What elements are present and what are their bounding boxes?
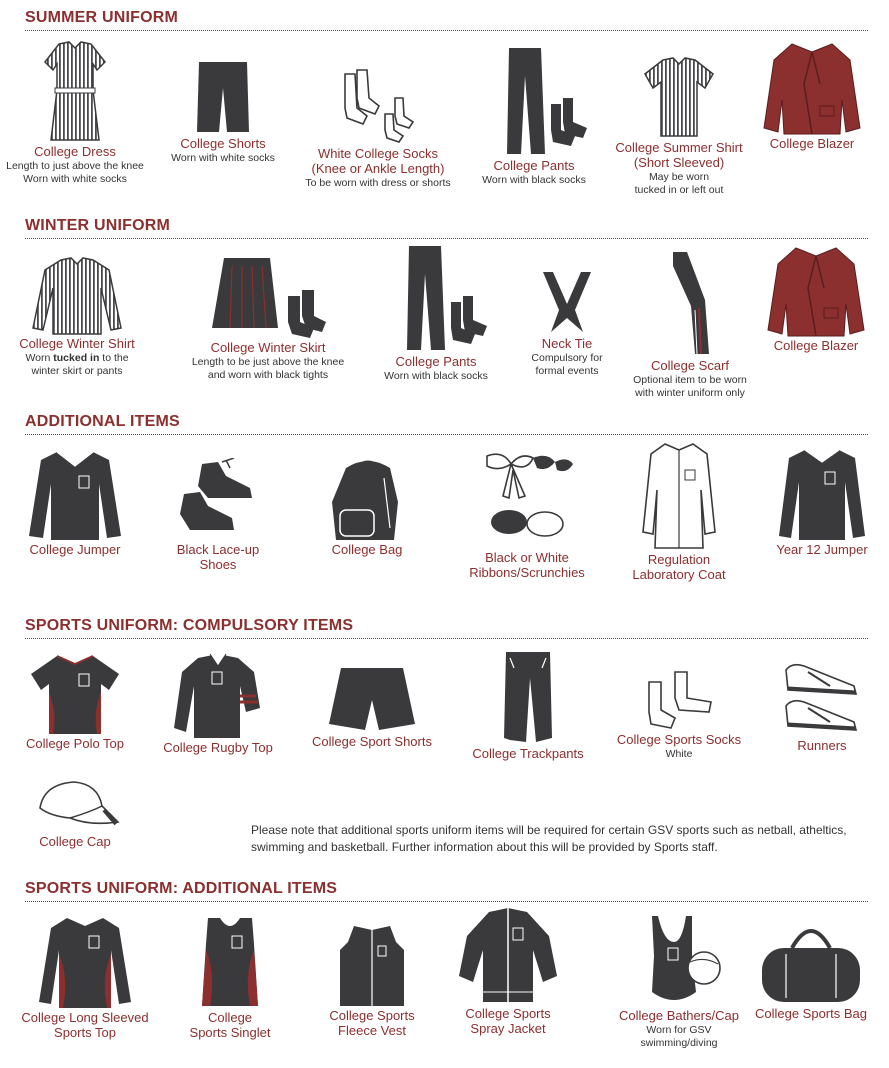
item-label: College Sport Shorts xyxy=(312,734,432,749)
item-label: College Cap xyxy=(39,834,111,849)
item-label: College Pants xyxy=(493,158,575,173)
item-label: College Blazer xyxy=(773,338,859,353)
item-runners xyxy=(747,658,889,753)
section-divider xyxy=(25,238,868,239)
item-note: May be worn tucked in or left out xyxy=(634,171,724,196)
long-sleeve-top-icon xyxy=(35,914,135,1010)
item-college-summer-shirt xyxy=(604,56,754,197)
item-college-sports-socks xyxy=(604,668,754,761)
item-label: College Sports Socks xyxy=(616,732,742,747)
item-label: College Sports Bag xyxy=(754,1006,867,1021)
section-title-summer: SUMMER UNIFORM xyxy=(25,9,179,26)
item-label: College Sports Fleece Vest xyxy=(329,1008,415,1038)
item-label: College Pants xyxy=(395,354,477,369)
item-ribbons-scrunchies xyxy=(452,450,602,580)
item-note: Worn for GSV swimming/diving xyxy=(640,1024,718,1049)
item-label: Neck Tie xyxy=(541,336,593,351)
section-title-additional: ADDITIONAL ITEMS xyxy=(25,413,180,430)
item-label: College Summer Shirt (Short Sleeved) xyxy=(615,140,743,170)
sports-socks-icon xyxy=(639,668,719,732)
cap-icon xyxy=(30,778,120,834)
shoes-icon xyxy=(178,458,258,542)
jumper-icon xyxy=(27,448,123,542)
item-college-shorts xyxy=(148,60,298,165)
item-note: Worn with black socks xyxy=(482,174,586,186)
section-divider xyxy=(25,30,868,31)
dress-icon xyxy=(35,40,115,144)
section-title-winter: WINTER UNIFORM xyxy=(25,217,171,234)
item-note: White xyxy=(665,748,693,760)
item-college-cap xyxy=(0,778,150,849)
runners-icon xyxy=(782,658,862,738)
item-label: College Scarf xyxy=(650,358,730,373)
item-college-polo-top xyxy=(0,652,150,751)
singlet-icon xyxy=(198,914,262,1010)
shorts-icon xyxy=(193,60,253,136)
lab-coat-icon xyxy=(641,440,717,552)
item-label: College Shorts xyxy=(180,136,266,151)
section-divider xyxy=(25,638,868,639)
section-divider xyxy=(25,901,868,902)
item-college-bag xyxy=(292,458,442,557)
item-label: College Trackpants xyxy=(472,746,584,761)
item-note: Worn with white socks xyxy=(171,152,275,164)
item-label: College Polo Top xyxy=(25,736,125,751)
backpack-icon xyxy=(322,458,412,542)
item-label: College Sports Spray Jacket xyxy=(465,1006,551,1036)
item-label: College Blazer xyxy=(769,136,855,151)
section-title-sports-compulsory: SPORTS UNIFORM: COMPULSORY ITEMS xyxy=(25,617,354,634)
item-note: Length to just above the knee Worn with white socks xyxy=(6,160,144,185)
item-college-dress xyxy=(0,40,150,186)
ribbon-icon xyxy=(477,450,577,550)
fleece-vest-icon xyxy=(332,922,412,1008)
item-college-pants xyxy=(459,46,609,187)
socks-icon xyxy=(333,68,423,146)
bathers-icon xyxy=(634,912,724,1008)
trackpants-icon xyxy=(498,648,558,746)
item-label: College Bathers/Cap xyxy=(619,1008,739,1023)
item-note: Length to be just above the knee and worn with black tights xyxy=(191,356,345,381)
item-label: College Winter Skirt xyxy=(210,340,326,355)
blazer-icon xyxy=(762,40,862,136)
item-label: White College Socks (Knee or Ankle Length) xyxy=(311,146,445,176)
spray-jacket-icon xyxy=(453,906,563,1006)
item-label: College Bag xyxy=(331,542,403,557)
item-white-college-socks xyxy=(303,68,453,190)
item-label: College Rugby Top xyxy=(163,740,273,755)
item-sports-bag xyxy=(736,918,886,1021)
item-note: To be worn with dress or shorts xyxy=(305,177,451,189)
item-sports-spray-jacket xyxy=(433,906,583,1036)
item-label: Regulation Laboratory Coat xyxy=(632,552,726,582)
item-college-trackpants xyxy=(453,648,603,761)
item-label: Year 12 Jumper xyxy=(776,542,868,557)
section-title-sports-additional: SPORTS UNIFORM: ADDITIONAL ITEMS xyxy=(25,880,338,897)
item-year-12-jumper xyxy=(747,446,889,557)
item-label: College Long Sleeved Sports Top xyxy=(21,1010,149,1040)
pants-icon xyxy=(479,46,589,158)
scarf-icon xyxy=(665,250,715,358)
item-college-blazer xyxy=(737,40,887,151)
item-laboratory-coat xyxy=(604,440,754,582)
item-college-sport-shorts xyxy=(297,664,447,749)
item-college-blazer-winter xyxy=(741,244,889,353)
item-college-rugby-top xyxy=(143,652,293,755)
item-label: College Sports Singlet xyxy=(189,1010,271,1040)
item-label: College Dress xyxy=(34,144,116,159)
skirt-icon xyxy=(208,256,328,340)
sports-bag-icon xyxy=(756,918,866,1006)
item-college-jumper xyxy=(0,448,150,557)
item-college-winter-skirt xyxy=(188,256,348,382)
item-sports-singlet xyxy=(155,914,305,1040)
item-label: College Jumper xyxy=(29,542,121,557)
item-label: College Winter Shirt xyxy=(19,336,135,351)
item-label: Runners xyxy=(797,738,847,753)
item-note: Optional item to be worn with winter uniform only xyxy=(633,374,747,399)
sport-shorts-icon xyxy=(327,664,417,734)
item-bathers-cap xyxy=(604,912,754,1050)
sports-note: Please note that additional sports uniform items will be required for certain GSV sports such as netball, atheltics, swimming and basketball. Further information about this will be provided by Sports staff. xyxy=(251,823,847,854)
item-note: Compulsory for formal events xyxy=(531,352,603,377)
item-college-pants-winter xyxy=(361,244,511,383)
item-long-sleeved-sports-top xyxy=(10,914,160,1040)
winter-shirt-icon xyxy=(29,256,125,336)
blazer-icon xyxy=(766,244,866,338)
summer-shirt-icon xyxy=(641,56,717,140)
item-note: Worn with black socks xyxy=(384,370,488,382)
item-black-lace-up-shoes xyxy=(143,458,293,572)
jumper-icon xyxy=(777,446,867,542)
item-note: Worn tucked in to the winter skirt or pants xyxy=(25,352,129,377)
pants-icon xyxy=(381,244,491,354)
rugby-top-icon xyxy=(168,652,268,740)
item-college-winter-shirt xyxy=(2,256,152,378)
section-divider xyxy=(25,434,868,435)
polo-icon xyxy=(27,652,123,736)
item-label: Black Lace-up Shoes xyxy=(176,542,260,572)
item-sports-fleece-vest xyxy=(297,922,447,1038)
neck-tie-icon xyxy=(537,270,597,336)
item-label: Black or White Ribbons/Scrunchies xyxy=(469,550,585,580)
